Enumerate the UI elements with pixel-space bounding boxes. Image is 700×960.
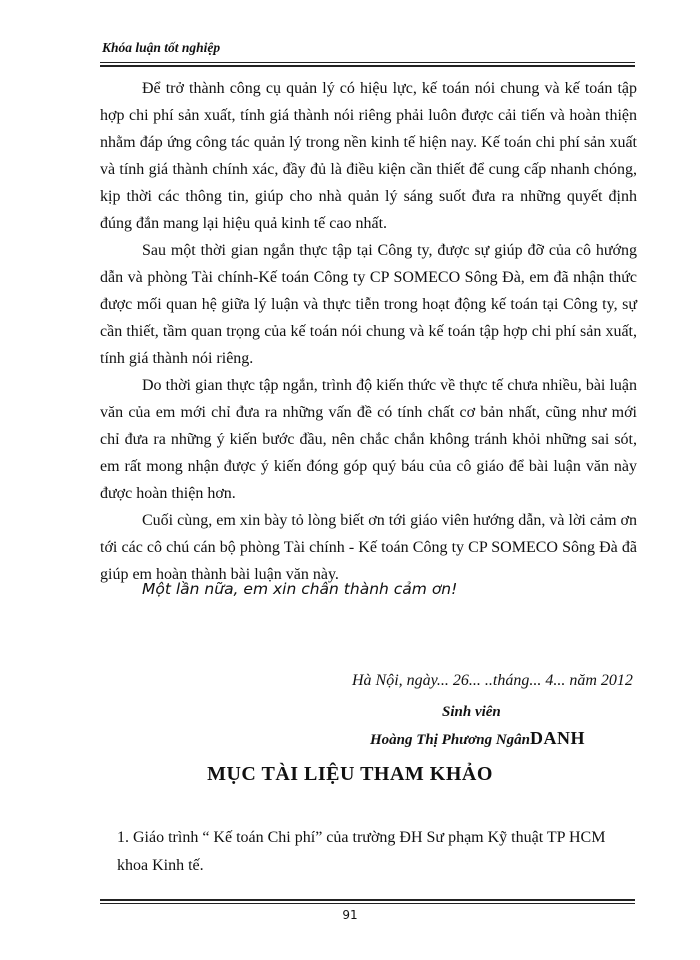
signature-name: Hoàng Thị Phương Ngân <box>370 732 530 748</box>
footer-divider <box>100 899 635 904</box>
paragraph: Để trở thành công cụ quản lý có hiệu lực, kế toán nói chung và kế toán tập hợp chi phí sản xuất, tính giá thành nói riêng phải luôn được cải tiến và hoàn thiện nhằm đáp ứng công tác quản lý trong nền kinh tế hiện nay. Kế toán chi phí sản xuất và tính giá thành chính xác, đầy đủ là điều kiện cần thiết để cung cấp nhanh chóng, kịp thời các thông tin, giúp cho nhà quản lý sáng suốt đưa ra những quyết định đúng đắn mang lại hiệu quả kinh tế cao nhất. <box>100 80 637 232</box>
page-number: 91 <box>342 908 358 922</box>
signature-trailing-text: DANH <box>530 728 585 748</box>
signature-role: Sinh viên <box>442 704 501 720</box>
paragraph: Do thời gian thực tập ngắn, trình độ kiến thức về thực tế chưa nhiều, bài luận văn của em mới chỉ đưa ra những vấn đề có tính chất cơ bản nhất, cũng như mới chỉ đưa ra những ý kiến bước đầu, nên chắc chắn không tránh khỏi những sai sót, em rất mong nhận được ý kiến đóng góp quý báu của cô giáo để bài luận văn này được hoàn thiện hơn. <box>100 377 637 502</box>
paragraph: Sau một thời gian ngắn thực tập tại Công ty, được sự giúp đỡ của cô hướng dẫn và phòng Tài chính-Kế toán Công ty CP SOMECO Sông Đà, em đã nhận thức được mối quan hệ giữa lý luận và thực tiễn trong hoạt động kế toán tại Công ty, sự cần thiết, tầm quan trọng của kế toán nói chung và kế toán tập hợp chi phí sản xuất, tính giá thành nói riêng. <box>100 242 637 367</box>
references-title: MỤC TÀI LIỆU THAM KHẢO <box>207 763 493 785</box>
reference-item: 1. Giáo trình “ Kế toán Chi phí” của trường ĐH Sư phạm Kỹ thuật TP HCM khoa Kinh tế. <box>117 829 606 874</box>
signature-name-line <box>370 728 585 749</box>
paragraph: Cuối cùng, em xin bày tỏ lòng biết ơn tới giáo viên hướng dẫn, và lời cảm ơn tới các cô chú cán bộ phòng Tài chính - Kế toán Công ty CP SOMECO Sông Đà đã giúp em hoàn thành bài luận văn này. <box>100 512 637 583</box>
body-text <box>100 75 637 588</box>
closing-thanks: Một lần nữa, em xin chân thành cảm ơn! <box>142 580 458 598</box>
header-divider <box>100 62 635 67</box>
running-header: Khóa luận tốt nghiệp <box>102 40 221 55</box>
signature-date: Hà Nội, ngày... 26... ..tháng... 4... năm 2012 <box>352 672 633 689</box>
